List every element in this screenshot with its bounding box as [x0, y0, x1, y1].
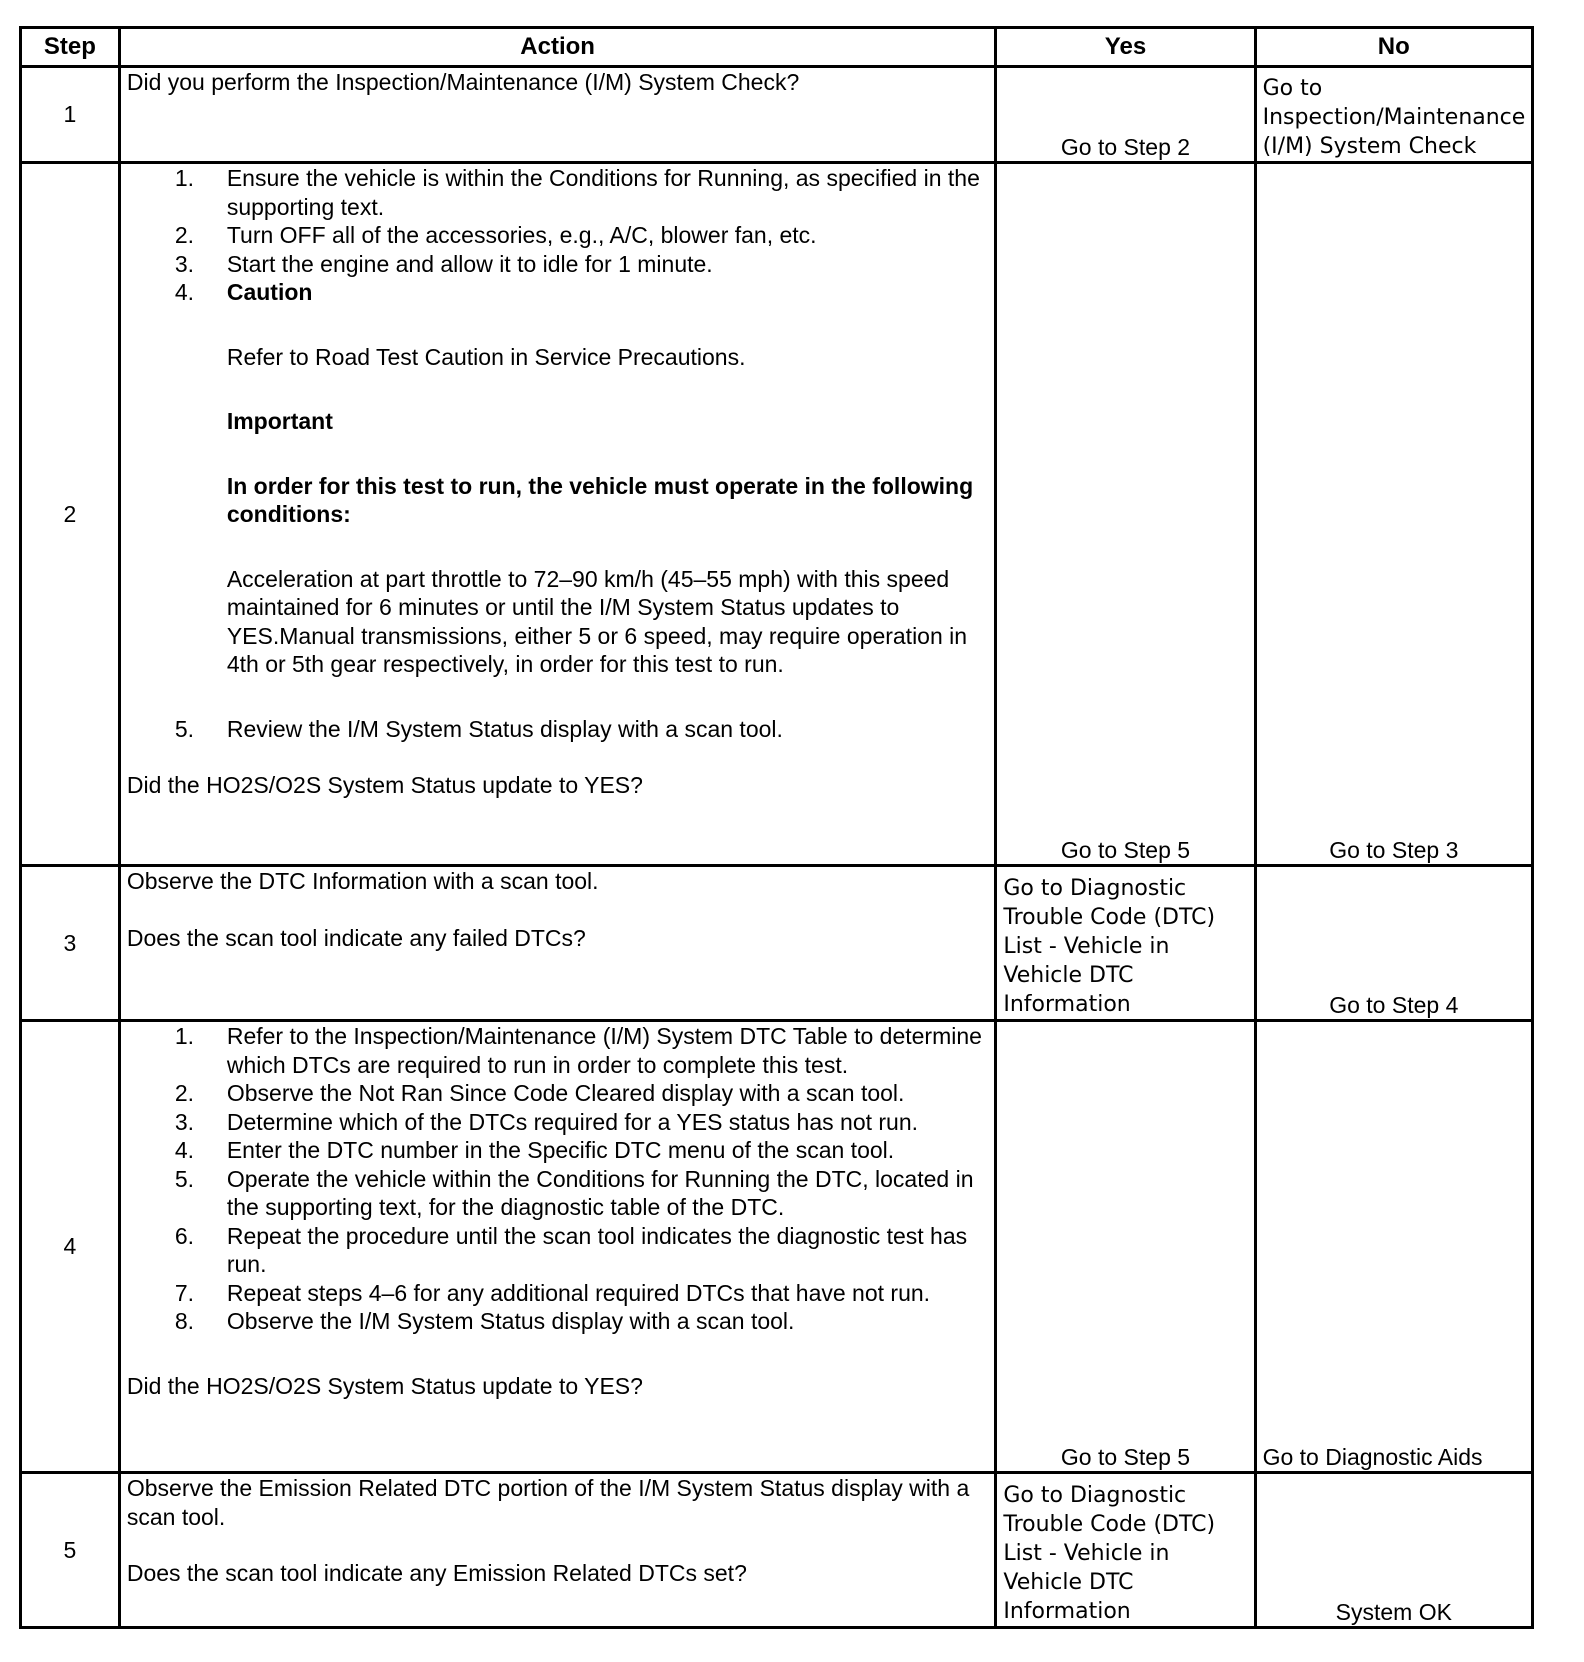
- action-cell: [119, 67, 996, 163]
- action-question: Did the HO2S/O2S System Status update to YES?: [126, 1372, 643, 1399]
- action-cell: [119, 1473, 996, 1628]
- list-item: 4. Caution Refer to Road Test Caution in Service Precautions. Important In order for this test to run, the vehicle must operate in the following conditions: Acceleration at part throttle to 72–90 km/h (45–55 mph) with this speed maintained for 6 minutes or until the I/M System Status updates to YES.Manual transmissions, either 5 or 6 speed, may require operation in 4th or 5th gear respectively, in order for this test to run.: [127, 278, 989, 715]
- yes-cell: Go to Diagnostic Trouble Code (DTC) List - Vehicle in Vehicle DTC Information: [996, 866, 1255, 1021]
- action-intro: Observe the Emission Related DTC portion of the I/M System Status display with a scan tool.: [126, 1475, 970, 1530]
- list-item: 2. Observe the Not Ran Since Code Cleared display with a scan tool.: [174, 1080, 905, 1106]
- action-cell: [119, 163, 996, 866]
- no-cell: Go to Inspection/Maintenance (I/M) System Check: [1255, 67, 1532, 163]
- table-row-step-5: [21, 1473, 1533, 1628]
- table-row-step-4: [21, 1021, 1533, 1473]
- caution-text: Refer to Road Test Caution in Service Precautions.: [226, 343, 746, 370]
- list-item: 7. Repeat steps 4–6 for any additional required DTCs that have not run.: [174, 1279, 931, 1306]
- action-intro: Observe the DTC Information with a scan tool.: [126, 868, 599, 894]
- yes-cell: Go to Step 5: [996, 163, 1255, 866]
- table-row-step-2: [21, 163, 1533, 866]
- list-item: 3. Determine which of the DTCs required for a YES status has not run.: [174, 1108, 919, 1135]
- list-item: 1. Refer to the Inspection/Maintenance (I/M) System DTC Table to determine which DTCs are required to run in order to complete this test.: [174, 1023, 982, 1078]
- list-item: 1. Ensure the vehicle is within the Conditions for Running, as specified in the supporting text.: [174, 165, 980, 220]
- table-row-step-1: [21, 67, 1533, 163]
- no-cell: System OK: [1255, 1473, 1532, 1628]
- header-row: [21, 28, 1533, 67]
- procedure-list: [127, 164, 989, 743]
- table-row-step-3: [21, 866, 1533, 1021]
- header-action: Action: [119, 28, 996, 67]
- yes-cell: Go to Diagnostic Trouble Code (DTC) List - Vehicle in Vehicle DTC Information: [996, 1473, 1255, 1628]
- action-question: Does the scan tool indicate any failed DTCs?: [126, 924, 586, 951]
- action-question: Does the scan tool indicate any Emission Related DTCs set?: [126, 1560, 747, 1586]
- action-cell: [119, 1021, 996, 1473]
- diagnostic-table: [19, 26, 1534, 1629]
- list-item: 5. Review the I/M System Status display with a scan tool.: [174, 715, 783, 742]
- header-yes: Yes: [996, 28, 1255, 67]
- no-cell: Go to Step 3: [1255, 163, 1532, 866]
- important-heading: Important: [226, 408, 333, 434]
- step-number: 4: [21, 1021, 120, 1473]
- yes-cell: Go to Step 5: [996, 1021, 1255, 1473]
- list-item: 6. Repeat the procedure until the scan tool indicates the diagnostic test has run.: [174, 1222, 968, 1277]
- list-item: 8. Observe the I/M System Status display with a scan tool.: [174, 1308, 795, 1334]
- step-number: 5: [21, 1473, 120, 1628]
- list-item: 5. Operate the vehicle within the Conditions for Running the DTC, located in the supporting text, for the diagnostic table of the DTC.: [174, 1165, 974, 1220]
- action-question: Did the HO2S/O2S System Status update to YES?: [126, 772, 643, 798]
- step-number: 2: [21, 163, 120, 866]
- list-item: 2. Turn OFF all of the accessories, e.g., A/C, blower fan, etc.: [174, 222, 817, 248]
- important-text: In order for this test to run, the vehicle must operate in the following conditions:: [226, 472, 974, 527]
- action-cell: [119, 866, 996, 1021]
- caution-heading: Caution: [226, 279, 313, 305]
- header-no: No: [1255, 28, 1532, 67]
- list-item: 4. Enter the DTC number in the Specific DTC menu of the scan tool.: [174, 1137, 895, 1163]
- header-step: Step: [21, 28, 120, 67]
- step-number: 1: [21, 67, 120, 163]
- conditions-text: Acceleration at part throttle to 72–90 km/h (45–55 mph) with this speed maintained for 6 minutes or until the I/M System Status updates to YES.Manual transmissions, either 5 or 6 speed, may require operation in 4th or 5th gear respectively, in order for this test to run.: [226, 565, 968, 677]
- procedure-list: [127, 1022, 989, 1336]
- action-intro: Did you perform the Inspection/Maintenance (I/M) System Check?: [126, 69, 800, 95]
- no-cell: Go to Diagnostic Aids: [1255, 1021, 1532, 1473]
- yes-cell: Go to Step 2: [996, 67, 1255, 163]
- step-number: 3: [21, 866, 120, 1021]
- list-item: 3. Start the engine and allow it to idle for 1 minute.: [174, 250, 713, 277]
- no-cell: Go to Step 4: [1255, 866, 1532, 1021]
